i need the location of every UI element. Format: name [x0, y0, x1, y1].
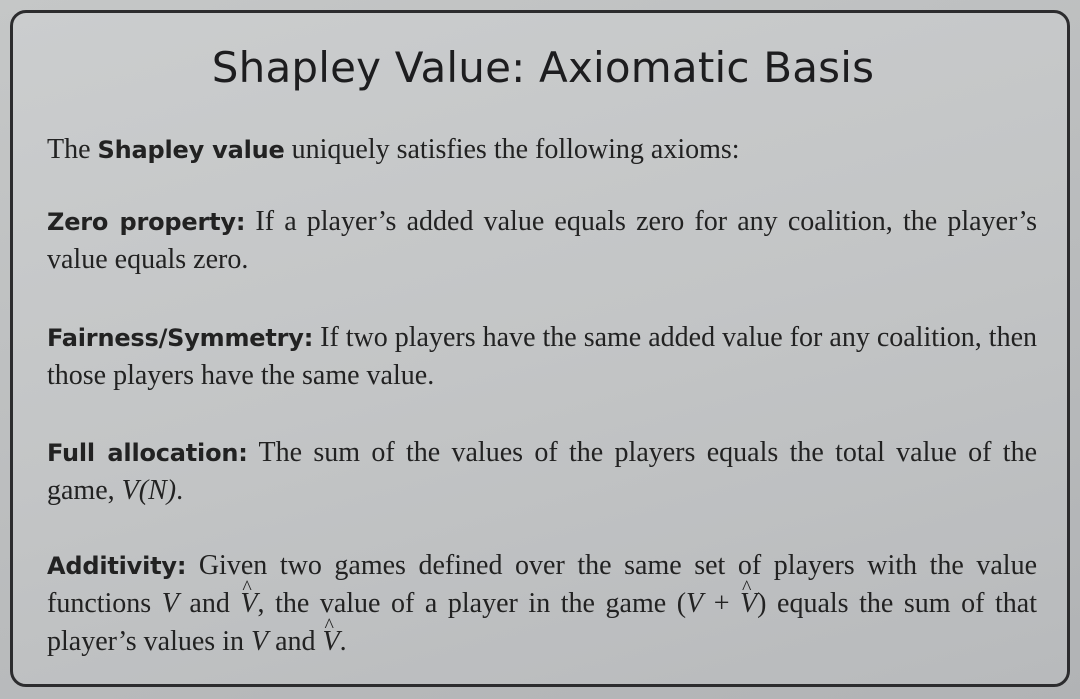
axiom-text: The sum of the values of the players equals the total value of the game, — [47, 437, 1037, 506]
math-v-hat: ^ V — [240, 585, 257, 623]
axiom-text: + — [703, 588, 741, 619]
axiom-text: and — [178, 588, 241, 619]
axiom-text: If two players have the same added value for any coalition, then those players have the same value. — [47, 322, 1037, 391]
intro-suffix: uniquely satisfies the following axioms: — [284, 134, 740, 165]
axiom-name: Zero property: — [47, 208, 246, 236]
axiom-text-end: . — [339, 626, 347, 657]
axiom-name: Additivity: — [47, 552, 187, 580]
page-title: Shapley Value: Axiomatic Basis — [211, 43, 875, 92]
intro-paragraph — [47, 131, 1037, 169]
intro-prefix: The — [47, 134, 98, 165]
axiom-name: Fairness/Symmetry: — [47, 324, 314, 352]
math-v-hat: ^ V — [740, 585, 757, 623]
axiom-text-end: . — [176, 475, 184, 506]
axiom-text: , the value of a player in the game ( — [257, 588, 687, 619]
math-v-hat: ^ V — [323, 623, 340, 661]
axiom-full-allocation — [47, 434, 1037, 510]
axiom-text: ) equals the sum of that player’s values in — [47, 588, 1037, 657]
axiom-text: If a player’s added value equals zero for any coalition, the player’s value equals zero. — [47, 206, 1037, 275]
intro-term: Shapley value — [97, 136, 285, 164]
math-v: V — [161, 588, 179, 619]
axiom-text: Given two games defined over the same set of players with the value functions — [47, 550, 1037, 619]
axiom-fairness-symmetry — [47, 319, 1037, 395]
axiom-zero-property — [47, 203, 1037, 279]
math-v: V — [686, 588, 704, 619]
math-expression: V(N) — [121, 475, 177, 506]
axiom-text: and — [268, 626, 323, 657]
math-v: V — [250, 626, 269, 657]
axiom-name: Full allocation: — [47, 439, 248, 467]
axiom-additivity — [47, 547, 1037, 661]
axiom-box — [10, 10, 1070, 687]
